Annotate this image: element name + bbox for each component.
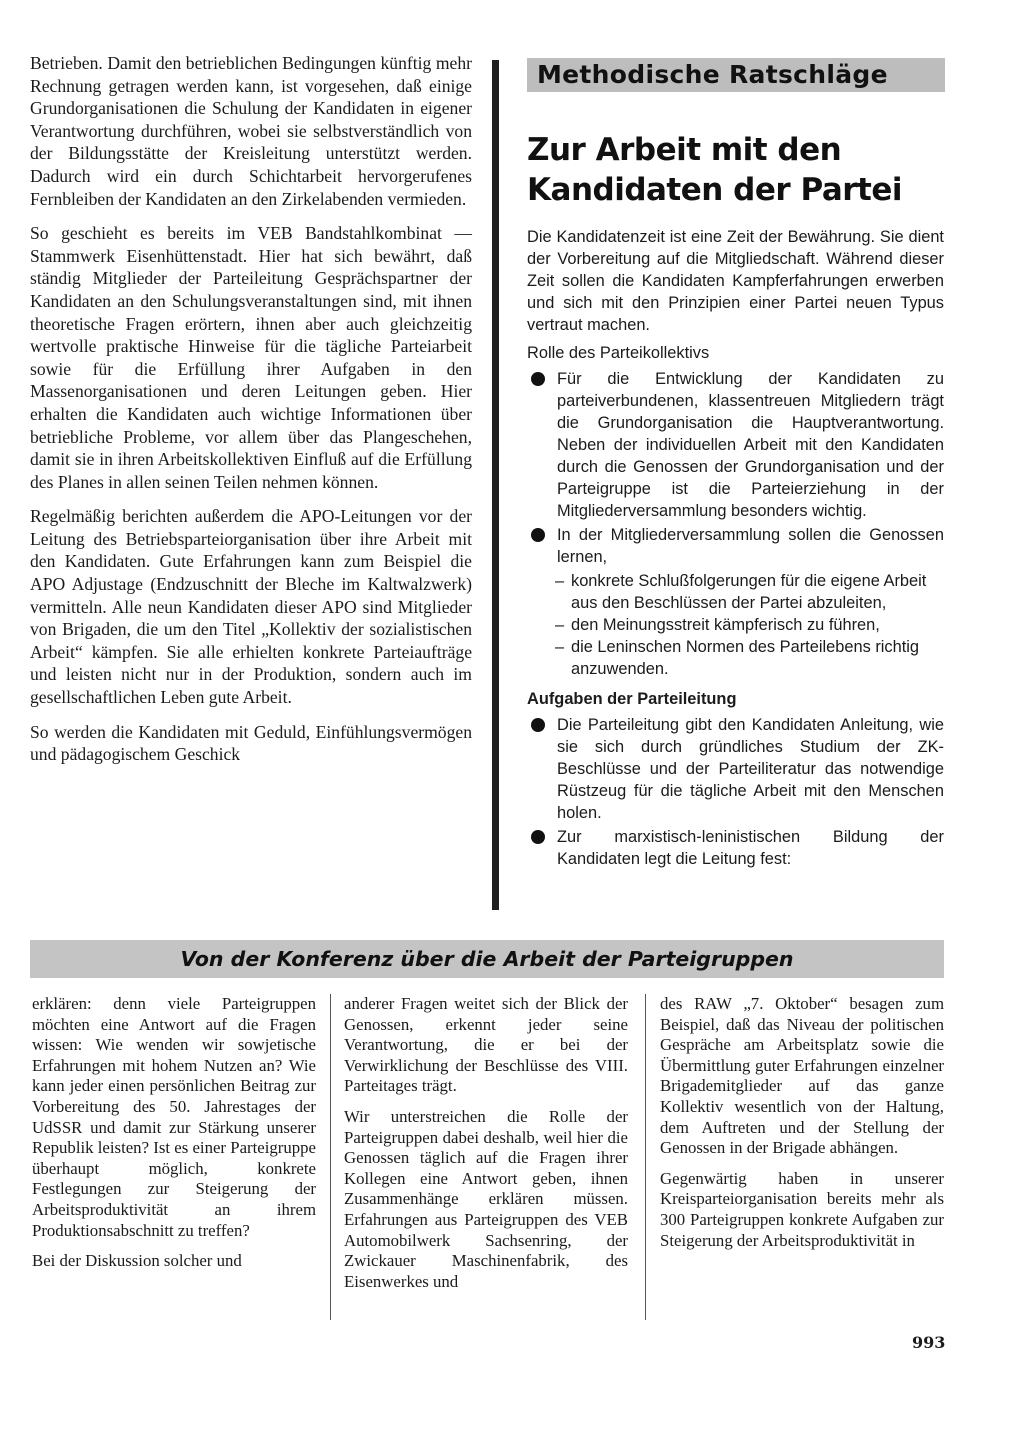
dash-icon: –: [555, 616, 565, 634]
bullet-text: Zur marxistisch-leninistischen Bildung der Kandidaten legt die Leitung fest:: [557, 828, 944, 868]
bullet-icon: [531, 830, 545, 844]
bottom-paragraph: erklären: denn viele Parteigruppen möchten eine Antwort auf die Fragen wissen: Wie wenden wir sowjetische Erfahrungen mit hohem Nutzen an? Wie kann jeder einen persönlichen Beitrag zur Vorbereitung des 50. Jahrestages der UdSSR und damit zur Stärkung unserer Republik leisten? Ist es einer Parteigruppe überhaupt möglich, konkrete Festlegungen zur Steigerung der Arbeitsproduktivität an ihrem Produktionsabschnitt zu treffen?: [32, 994, 316, 1240]
dash-text: die Leninschen Normen des Parteilebens richtig anzuwenden.: [571, 638, 920, 678]
bullet-item: [527, 714, 944, 824]
dash-text: konkrete Schlußfolgerungen für die eigene Arbeit aus den Beschlüssen der Partei abzuleiten,: [571, 572, 927, 612]
dash-item: [527, 636, 944, 680]
right-sidebar-column: [527, 58, 944, 872]
bullet-item: [527, 368, 944, 522]
section-heading: Rolle des Parteikollektivs: [527, 344, 710, 362]
bottom-paragraph: Bei der Diskussion solcher und: [32, 1251, 242, 1271]
bullet-text: Für die Entwicklung der Kandidaten zu parteiverbundenen, klassentreuen Mitgliedern trägt die Grundorganisation die Hauptverantwortung. Neben der individuellen Arbeit mit den Kandidaten durch die Genossen der Grundorganisation und der Parteigruppe ist die Parteierziehung in der Mitgliederversammlung besonders wichtig.: [557, 370, 944, 520]
left-paragraph: Regelmäßig berichten außerdem die APO-Leitungen vor der Leitung des Betriebsparteiorganisation über ihre Arbeit mit den Kandidaten. Gute Erfahrungen kann zum Beispiel die APO Adjustage (Endzuschnitt der Bleche im Kaltwalzwerk) vermitteln. Alle neun Kandidaten dieser APO sind Mitglieder von Brigaden, die um den Titel „Kollektiv der sozialistischen Arbeit“ kämpfen. Sie alle erhielten konkrete Parteiaufträge und leisten nicht nur in der Produktion, sondern auch im gesellschaftlichen Leben gute Arbeit.: [30, 506, 472, 708]
left-paragraph: So werden die Kandidaten mit Geduld, Einfühlungsvermögen und pädagogischem Geschick: [30, 721, 472, 765]
left-paragraph: So geschieht es bereits im VEB Bandstahlkombinat — Stammwerk Eisenhüttenstadt. Hier hat sich bewährt, daß ständig Mitglieder der Parteileitung Gesprächspartner der Kandidaten an den Schulungsveranstaltungen sind, mit ihnen theoretische Fragen erörtern, ihnen aber auch gleichzeitig wertvolle praktische Hinweise für die tägliche Parteiarbeit sowie für die Erfüllung ihrer Aufgaben in den Massenorganisationen und deren Leitungen geben. Hier erhalten die Kandidaten auch wichtige Informationen über betriebliche Probleme, vor allem über das Plangeschehen, damit sie in ihren Arbeitskollektiven Einfluß auf die Erfüllung des Planes in allen seinen Teilen nehmen können.: [30, 223, 472, 492]
bottom-column-3: [660, 994, 944, 1261]
bottom-paragraph: Wir unterstreichen die Rolle der Parteigruppen dabei deshalb, weil hier die Genossen täglich auf die Fragen ihrer Kollegen eine Antwort geben, ihnen Zusammenhänge erklären müssen. Erfahrungen aus Parteigruppen des VEB Automobilwerk Sachsenring, der Zwickauer Maschinenfabrik, des Eisenwerkes und: [344, 1106, 628, 1291]
left-paragraph: Betrieben. Damit den betrieblichen Bedingungen künftig mehr Rechnung getragen werden kann, ist vorgesehen, daß einige Grundorganisationen die Schulung der Kandidaten in eigener Verantwortung durchführen, wobei sie selbstverständlich von der Bildungsstätte der Kreisleitung unterstützt werden. Dadurch wird ein durch Schichtarbeit hervorgerufenes Fernbleiben der Kandidaten an den Zirkelabenden vermieden.: [30, 53, 472, 209]
bottom-paragraph: Gegenwärtig haben in unserer Kreisparteiorganisation bereits mehr als 300 Parteigruppen konkrete Aufgaben zur Steigerung der Arbeitsproduktivität in: [660, 1168, 944, 1250]
section-heading: Aufgaben der Parteileitung: [527, 690, 737, 708]
page-number: 993: [912, 1333, 946, 1352]
bullet-item: [527, 826, 944, 870]
left-article-column: [30, 52, 472, 778]
column-divider: [330, 994, 331, 1320]
dash-item: [527, 614, 944, 636]
bullet-icon: [531, 372, 545, 386]
bottom-paragraph: anderer Fragen weitet sich der Blick der Genossen, erkennt jeder seine Verantwortung, die er bei der Verwirklichung der Beschlüsse des VIII. Parteitages trägt.: [344, 994, 628, 1096]
intro-text: Die Kandidatenzeit ist eine Zeit der Bewährung. Sie dient der Vorbereitung auf die Mitgliedschaft. Während dieser Zeit sollen die Kandidaten Kampferfahrungen erwerben und sich mit den Prinzipien einer Partei neuen Typus vertraut machen.: [527, 228, 944, 334]
dash-item: [527, 570, 944, 614]
bottom-section-banner: Von der Konferenz über die Arbeit der Parteigruppen: [30, 940, 944, 978]
bottom-paragraph: des RAW „7. Oktober“ besagen zum Beispiel, daß das Niveau der politischen Gespräche am Arbeitsplatz sowie die Übermittlung guter Erfahrungen einzelner Brigademitglieder auf das ganze Kollektiv wesentlich von der Haltung, dem Auftreten und der Stellung der Genossen in der Brigade abhängen.: [660, 994, 944, 1158]
bottom-column-2: [344, 994, 628, 1302]
bottom-column-1: [32, 994, 316, 1282]
section-banner: Methodische Ratschläge: [527, 58, 945, 92]
bullet-item: [527, 524, 944, 568]
bullet-icon: [531, 528, 545, 542]
dash-icon: –: [555, 572, 565, 590]
article-title: Zur Arbeit mit den Kandidaten der Partei: [527, 132, 903, 208]
bullet-text: Die Parteileitung gibt den Kandidaten Anleitung, wie sie sich durch gründliches Studium der ZK-Beschlüsse und der Parteiliteratur das notwendige Rüstzeug für die tägliche Arbeit mit den Menschen holen.: [557, 716, 944, 822]
dash-text: den Meinungsstreit kämpferisch zu führen,: [571, 616, 880, 634]
bullet-icon: [531, 718, 545, 732]
column-divider: [492, 60, 499, 910]
bullet-text: In der Mitgliederversammlung sollen die Genossen lernen,: [557, 526, 944, 566]
column-divider: [645, 994, 646, 1320]
dash-icon: –: [555, 638, 565, 656]
